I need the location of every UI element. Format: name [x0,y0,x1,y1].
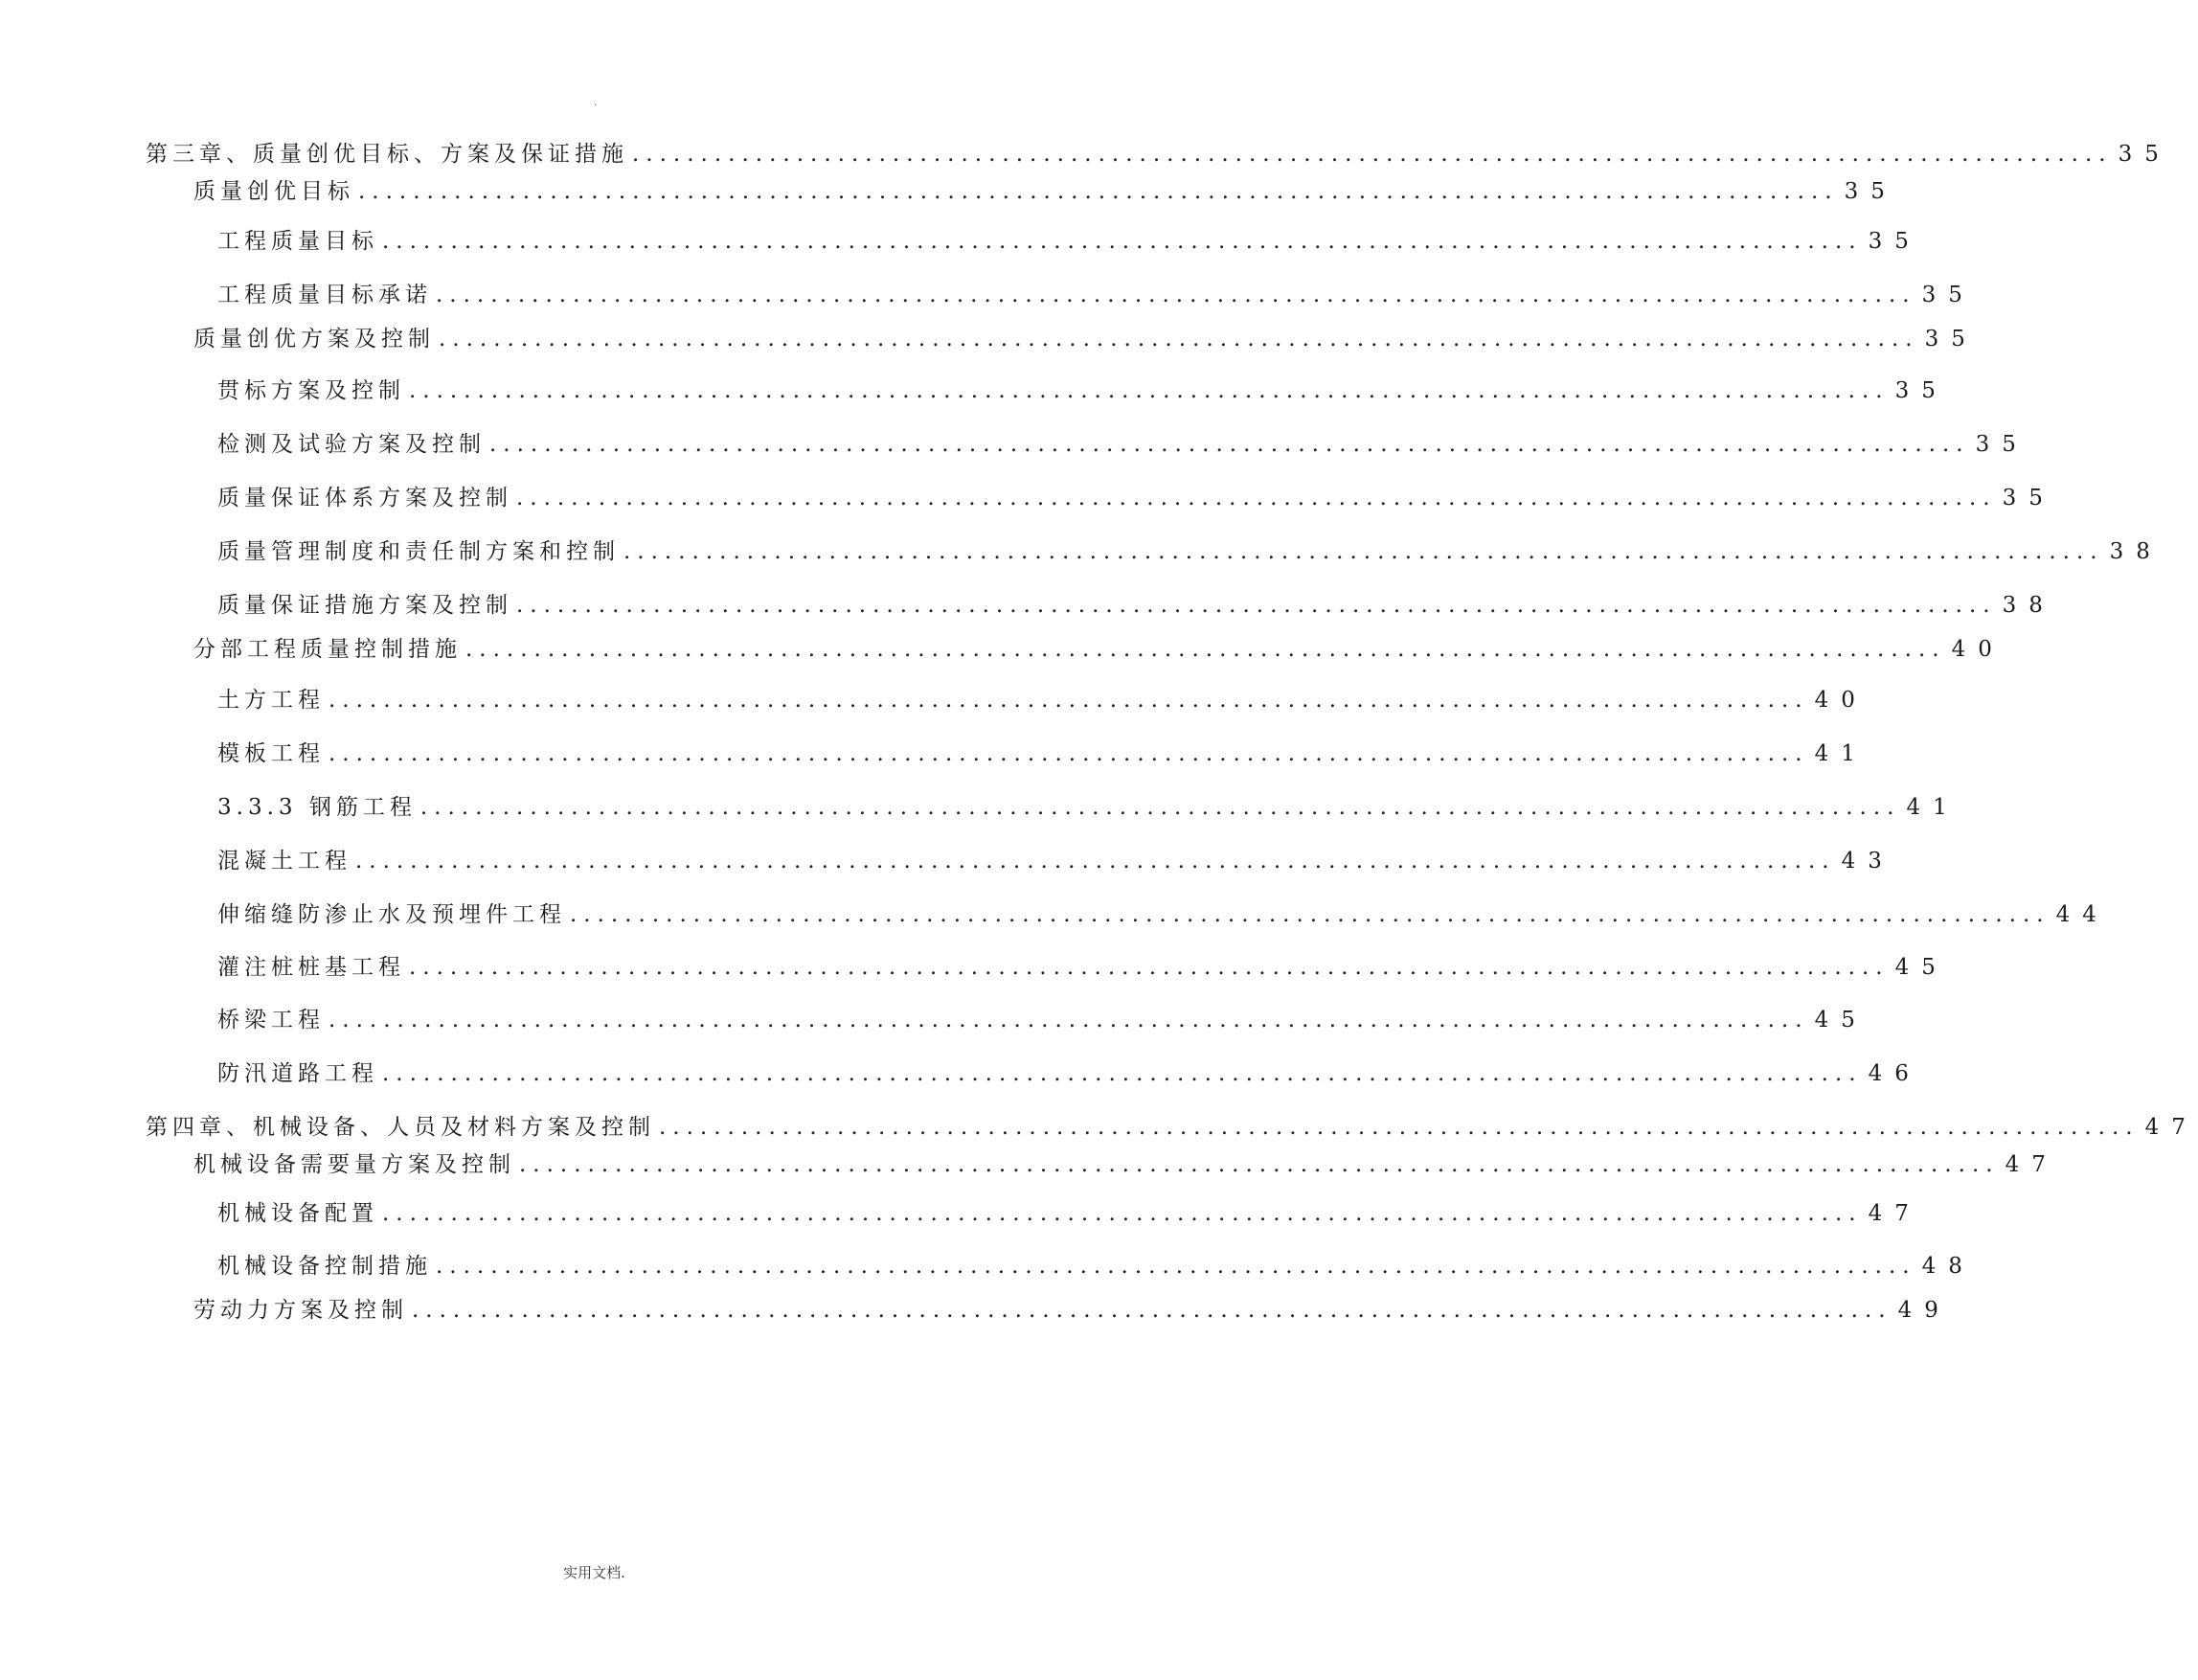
toc-entry-title: 质量创优目标 [193,179,354,204]
toc-entry-title: 工程质量目标 [217,229,378,254]
toc-entry-subsection[interactable] [217,1005,1868,1035]
toc-leader-dots: ............................................................................................................ [570,902,2051,927]
toc-leader-dots: ............................................................................................................ [329,1008,1809,1033]
toc-entry-page: 41 [1814,741,1868,766]
toc-entry-page: 43 [1841,849,1894,874]
toc-entry-page: 46 [1868,1061,1921,1086]
toc-entry-title: 质量管理制度和责任制方案和控制 [217,539,620,564]
toc-entry-subsection[interactable] [217,590,2055,621]
toc-leader-dots: ............................................................................................................ [382,229,1863,254]
toc-leader-dots: ............................................................................................................ [516,486,1997,511]
toc-leader-dots: ............................................................................................................ [412,1298,1892,1323]
toc-entry-subsection[interactable] [217,738,1868,769]
toc-entry-subsection[interactable] [217,899,2109,930]
toc-entry-page: 45 [1814,1008,1868,1033]
toc-leader-dots: ............................................................................................................ [659,1115,2140,1140]
toc-entry-page: 35 [1868,229,1921,254]
toc-entry-title: 质量保证体系方案及控制 [217,486,512,511]
toc-leader-dots: ............................................................................................................ [439,327,1919,352]
toc-leader-dots: ............................................................................................................ [409,378,1890,403]
toc-entry-subsection[interactable] [217,1198,1921,1229]
toc-entry-subsection[interactable] [217,792,1960,823]
toc-entry-page: 35 [2118,142,2171,167]
toc-entry-subsection[interactable] [217,280,1975,310]
toc-entry-subsection[interactable] [217,685,1868,715]
toc-entry-title: 质量保证措施方案及控制 [217,593,512,618]
toc-leader-dots: ............................................................................................................ [632,142,2113,167]
toc-entry-section[interactable] [193,176,1897,207]
toc-leader-dots: ............................................................................................................ [329,688,1809,713]
toc-entry-title: 土方工程 [217,688,325,713]
toc-entry-page: 35 [1844,179,1897,204]
toc-entry-title: 模板工程 [217,741,325,766]
toc-entry-section[interactable] [193,1295,1951,1326]
toc-entry-title: 桥梁工程 [217,1008,325,1033]
toc-entry-page: 35 [1924,327,1978,352]
toc-leader-dots: ............................................................................................................ [623,539,2104,564]
toc-entry-page: 35 [1921,283,1975,307]
toc-leader-dots: ............................................................................................................ [382,1061,1863,1086]
toc-entry-page: 41 [1906,795,1960,820]
toc-entry-page: 47 [2144,1115,2198,1140]
toc-entry-title: 3.3.3 钢筋工程 [217,795,417,820]
toc-entry-section[interactable] [193,634,2005,665]
toc-leader-dots: ............................................................................................................ [436,1254,1916,1279]
toc-leader-dots: ............................................................................................................ [465,637,1946,662]
toc-entry-title: 机械设备控制措施 [217,1254,432,1279]
toc-entry-chapter[interactable] [146,139,2171,170]
toc-entry-subsection[interactable] [217,952,1948,983]
toc-entry-page: 35 [1894,378,1948,403]
toc-leader-dots: ............................................................................................................ [329,741,1809,766]
toc-leader-dots: ............................................................................................................ [355,849,1836,874]
toc-entry-title: 第四章、机械设备、人员及材料方案及控制 [146,1115,655,1140]
toc-entry-title: 混凝土工程 [217,849,351,874]
toc-entry-subsection[interactable] [217,483,2055,513]
toc-entry-title: 检测及试验方案及控制 [217,432,486,457]
toc-entry-title: 第三章、质量创优目标、方案及保证措施 [146,142,628,167]
toc-entry-subsection[interactable] [217,1251,1975,1282]
toc-entry-subsection[interactable] [217,536,2163,567]
toc-entry-page: 40 [1951,637,2005,662]
toc-entry-title: 分部工程质量控制措施 [193,637,462,662]
toc-leader-dots: ............................................................................................................ [409,955,1890,980]
toc-entry-title: 防汛道路工程 [217,1061,378,1086]
toc-entry-title: 劳动力方案及控制 [193,1298,408,1323]
page-footer: 实用文档. [563,1564,625,1581]
toc-leader-dots: ............................................................................................................ [516,593,1997,618]
toc-entry-page: 38 [2002,593,2055,618]
toc-entry-page: 47 [1868,1201,1921,1226]
toc-entry-page: 45 [1894,955,1948,980]
toc-leader-dots: ............................................................................................................ [489,432,1970,457]
toc-entry-chapter[interactable] [146,1112,2198,1143]
toc-entry-subsection[interactable] [217,226,1921,257]
toc-leader-dots: ............................................................................................................ [382,1201,1863,1226]
toc-leader-dots: ............................................................................................................ [419,795,1901,820]
toc-entry-page: 44 [2055,902,2109,927]
toc-entry-page: 49 [1897,1298,1951,1323]
toc-entry-page: 40 [1814,688,1868,713]
toc-entry-page: 35 [2002,486,2055,511]
toc-leader-dots: ............................................................................................................ [358,179,1839,204]
toc-entry-page: 48 [1921,1254,1975,1279]
toc-entry-page: 38 [2109,539,2163,564]
toc-leader-dots: ............................................................................................................ [519,1152,2000,1177]
toc-entry-title: 机械设备需要量方案及控制 [193,1152,515,1177]
toc-entry-title: 质量创优方案及控制 [193,327,435,352]
toc-entry-title: 灌注桩桩基工程 [217,955,405,980]
toc-leader-dots: ............................................................................................................ [436,283,1916,307]
toc-entry-title: 工程质量目标承诺 [217,283,432,307]
toc-entry-subsection[interactable] [217,846,1894,876]
toc-entry-page: 47 [2005,1152,2058,1177]
header-mark: . [594,98,598,108]
toc-entry-title: 机械设备配置 [217,1201,378,1226]
toc-entry-section[interactable] [193,324,1978,354]
toc-entry-title: 贯标方案及控制 [217,378,405,403]
toc-entry-section[interactable] [193,1149,2058,1180]
toc-entry-subsection[interactable] [217,429,2028,460]
toc-entry-page: 35 [1975,432,2028,457]
toc-entry-subsection[interactable] [217,375,1948,406]
toc-entry-subsection[interactable] [217,1058,1921,1089]
toc-entry-title: 伸缩缝防渗止水及预埋件工程 [217,902,566,927]
